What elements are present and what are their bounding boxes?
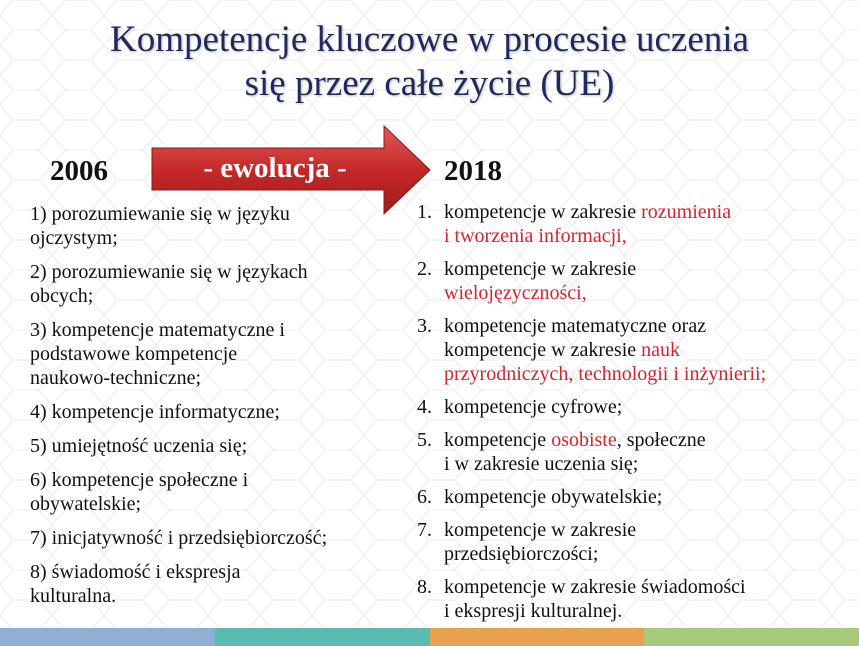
list-item: 1. kompetencje w zakresie rozumienia i tworzenia informacji, bbox=[410, 200, 850, 248]
list-item: 5) umiejętność uczenia się; bbox=[30, 435, 248, 457]
arrow-label: - ewolucja - bbox=[203, 152, 347, 184]
list-item: 2) porozumiewanie się w językach obcych; bbox=[30, 261, 308, 307]
item-number: 5. bbox=[417, 429, 432, 451]
list-item: 7. kompetencje w zakresie przedsiębiorczości; bbox=[410, 518, 850, 566]
item-number: 4. bbox=[417, 396, 432, 418]
list-item: 7) inicjatywność i przedsiębiorczość; bbox=[30, 527, 328, 549]
title-line-1: Kompetencje kluczowe w procesie uczenia bbox=[110, 19, 749, 60]
list-item: 4) kompetencje informatyczne; bbox=[30, 401, 280, 423]
item-number: 1. bbox=[417, 201, 432, 223]
slide-title bbox=[0, 18, 859, 106]
list-item: 8. kompetencje w zakresie świadomości i ekspresji kulturalnej. bbox=[410, 575, 850, 623]
year-2018: 2018 bbox=[444, 155, 502, 187]
bar-segment bbox=[215, 628, 430, 646]
list-item: 6) kompetencje społeczne i obywatelskie; bbox=[30, 469, 249, 515]
list-item: 3. kompetencje matematyczne oraz kompetencje w zakresie nauk przyrodniczych, technologii i inżynierii; bbox=[410, 314, 850, 386]
list-item: 5. kompetencje osobiste, społeczne i w zakresie uczenia się; bbox=[410, 428, 850, 476]
item-number: 2. bbox=[417, 258, 432, 280]
title-line-2: się przez całe życie (UE) bbox=[244, 63, 615, 104]
bottom-color-bar bbox=[0, 628, 859, 646]
bar-segment bbox=[644, 628, 859, 646]
list-item: 8) świadomość i ekspresja kulturalna. bbox=[30, 561, 241, 607]
item-number: 3. bbox=[417, 315, 432, 337]
list-item: 1) porozumiewanie się w języku ojczystym; bbox=[30, 203, 290, 249]
list-item: 3) kompetencje matematyczne i podstawowe kompetencje naukowo-techniczne; bbox=[30, 319, 285, 389]
list-item: 2. kompetencje w zakresie wielojęzyczności, bbox=[410, 257, 850, 305]
bar-segment bbox=[430, 628, 645, 646]
list-item: 4. kompetencje cyfrowe; bbox=[410, 395, 850, 419]
year-2006: 2006 bbox=[50, 155, 108, 187]
item-number: 8. bbox=[417, 576, 432, 598]
list-item: 6. kompetencje obywatelskie; bbox=[410, 485, 850, 509]
list-2006 bbox=[30, 202, 400, 618]
bar-segment bbox=[0, 628, 215, 646]
list-2018 bbox=[410, 200, 850, 632]
item-number: 7. bbox=[417, 519, 432, 541]
item-number: 6. bbox=[417, 486, 432, 508]
